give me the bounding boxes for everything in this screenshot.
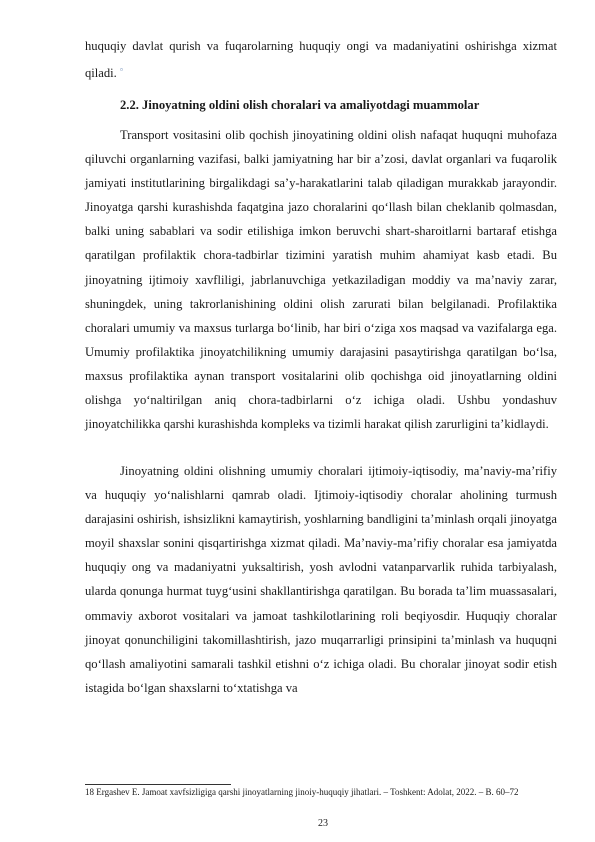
section-heading: 2.2. Jinoyatning oldini olish choralari va amaliyotdagi muammolar (120, 98, 480, 112)
paragraph-intro (85, 34, 557, 85)
footnote-divider (85, 784, 231, 785)
paragraph-general-measures: Jinoyatning oldini olishning umumiy choralari ijtimoiy-iqtisodiy, ma’naviy-ma’rifiy va huquqiy yo‘nalishlarni qamrab oladi. Ijtimoiy-iqtisodiy choralar aholining turmush darajasini oshirish, ishsizlikni kamaytirish, yoshlarning bandligini ta’minlash orqali jinoyatga moyil shaxslar sonini qisqartirishga xizmat qiladi. Ma’naviy-ma’rifiy choralar esa jamiyatda huquqiy ong va madaniyatni yuksaltirish, yosh avlodni vatanparvarlik ruhida tarbiyalash, ularda qonunga hurmat tuyg‘usini shakllantirishga qaratilgan. Bu borada ta’lim muassasalari, ommaviy axborot vositalari va jamoat tashkilotlarining roli beqiyosdir. Huquqiy choralar jinoyat qonunchiligini takomillashtirish, jazo muqarrarligi prinsipini ta’minlash va huquqni qo‘llash amaliyotini samarali tashkil etishni o‘z ichiga oladi. Bu choralar jinoyat sodir etish istagida bo‘lgan shaxslarni to‘xtatishga va (85, 464, 557, 695)
footnote-reference: ▫ (120, 65, 123, 75)
paragraph-transport-prevention: Transport vositasini olib qochish jinoyatining oldini olish nafaqat huquqni muhofaza qiluvchi organlarning vazifasi, balki jamiyatning har bir a’zosi, davlat organlari va fuqarolik jamiyati institutlarining birgalikdagi sa’y-harakatlarini talab qiladigan murakkab jarayondir. Jinoyatga qarshi kurashishda faqatgina jazo choralarini qo‘llash bilan cheklanib qolmasdan, balki uning sabablari va sodir etilishiga imkon beruvchi shart-sharoitlarni bartaraf etishga qaratilgan profilaktik chora-tadbirlar tizimini yaratish muhim ahamiyat kasb etadi. Bu jinoyatning ijtimoiy xavfliligi, jabrlanuvchiga yetkaziladigan moddiy va ma’naviy zarar, shuningdek, uning takrorlanishining oldini olish zarurati bilan belgilanadi. Profilaktika choralari umumiy va maxsus turlarga bo‘linib, har biri o‘ziga xos maqsad va vazifalarga ega. Umumiy profilaktika jinoyatchilikning umumiy darajasini pasaytirishga qaratilgan bo‘lsa, maxsus profilaktika aynan transport vositalarini olib qochishga oid jinoyatlarning oldini olishga yo‘naltirilgan aniq chora-tadbirlarni o‘z ichiga oladi. Ushbu yondashuv jinoyatchilikka qarshi kurashishda kompleks va tizimli harakat qilish zarurligini ta’kidlaydi. (85, 128, 557, 432)
footnote: 18 Ergashev E. Jamoat xavfsizligiga qarshi jinoyatlarning jinoiy-huquqiy jihatlari. – Toshkent: Adolat, 2022. – B. 60–72 (85, 787, 519, 797)
page-number: 23 (318, 818, 328, 829)
paragraph-intro-text: huquqiy davlat qurish va fuqarolarning huquqiy ongi va madaniyatini oshirishga xizmat qiladi. (85, 39, 557, 81)
